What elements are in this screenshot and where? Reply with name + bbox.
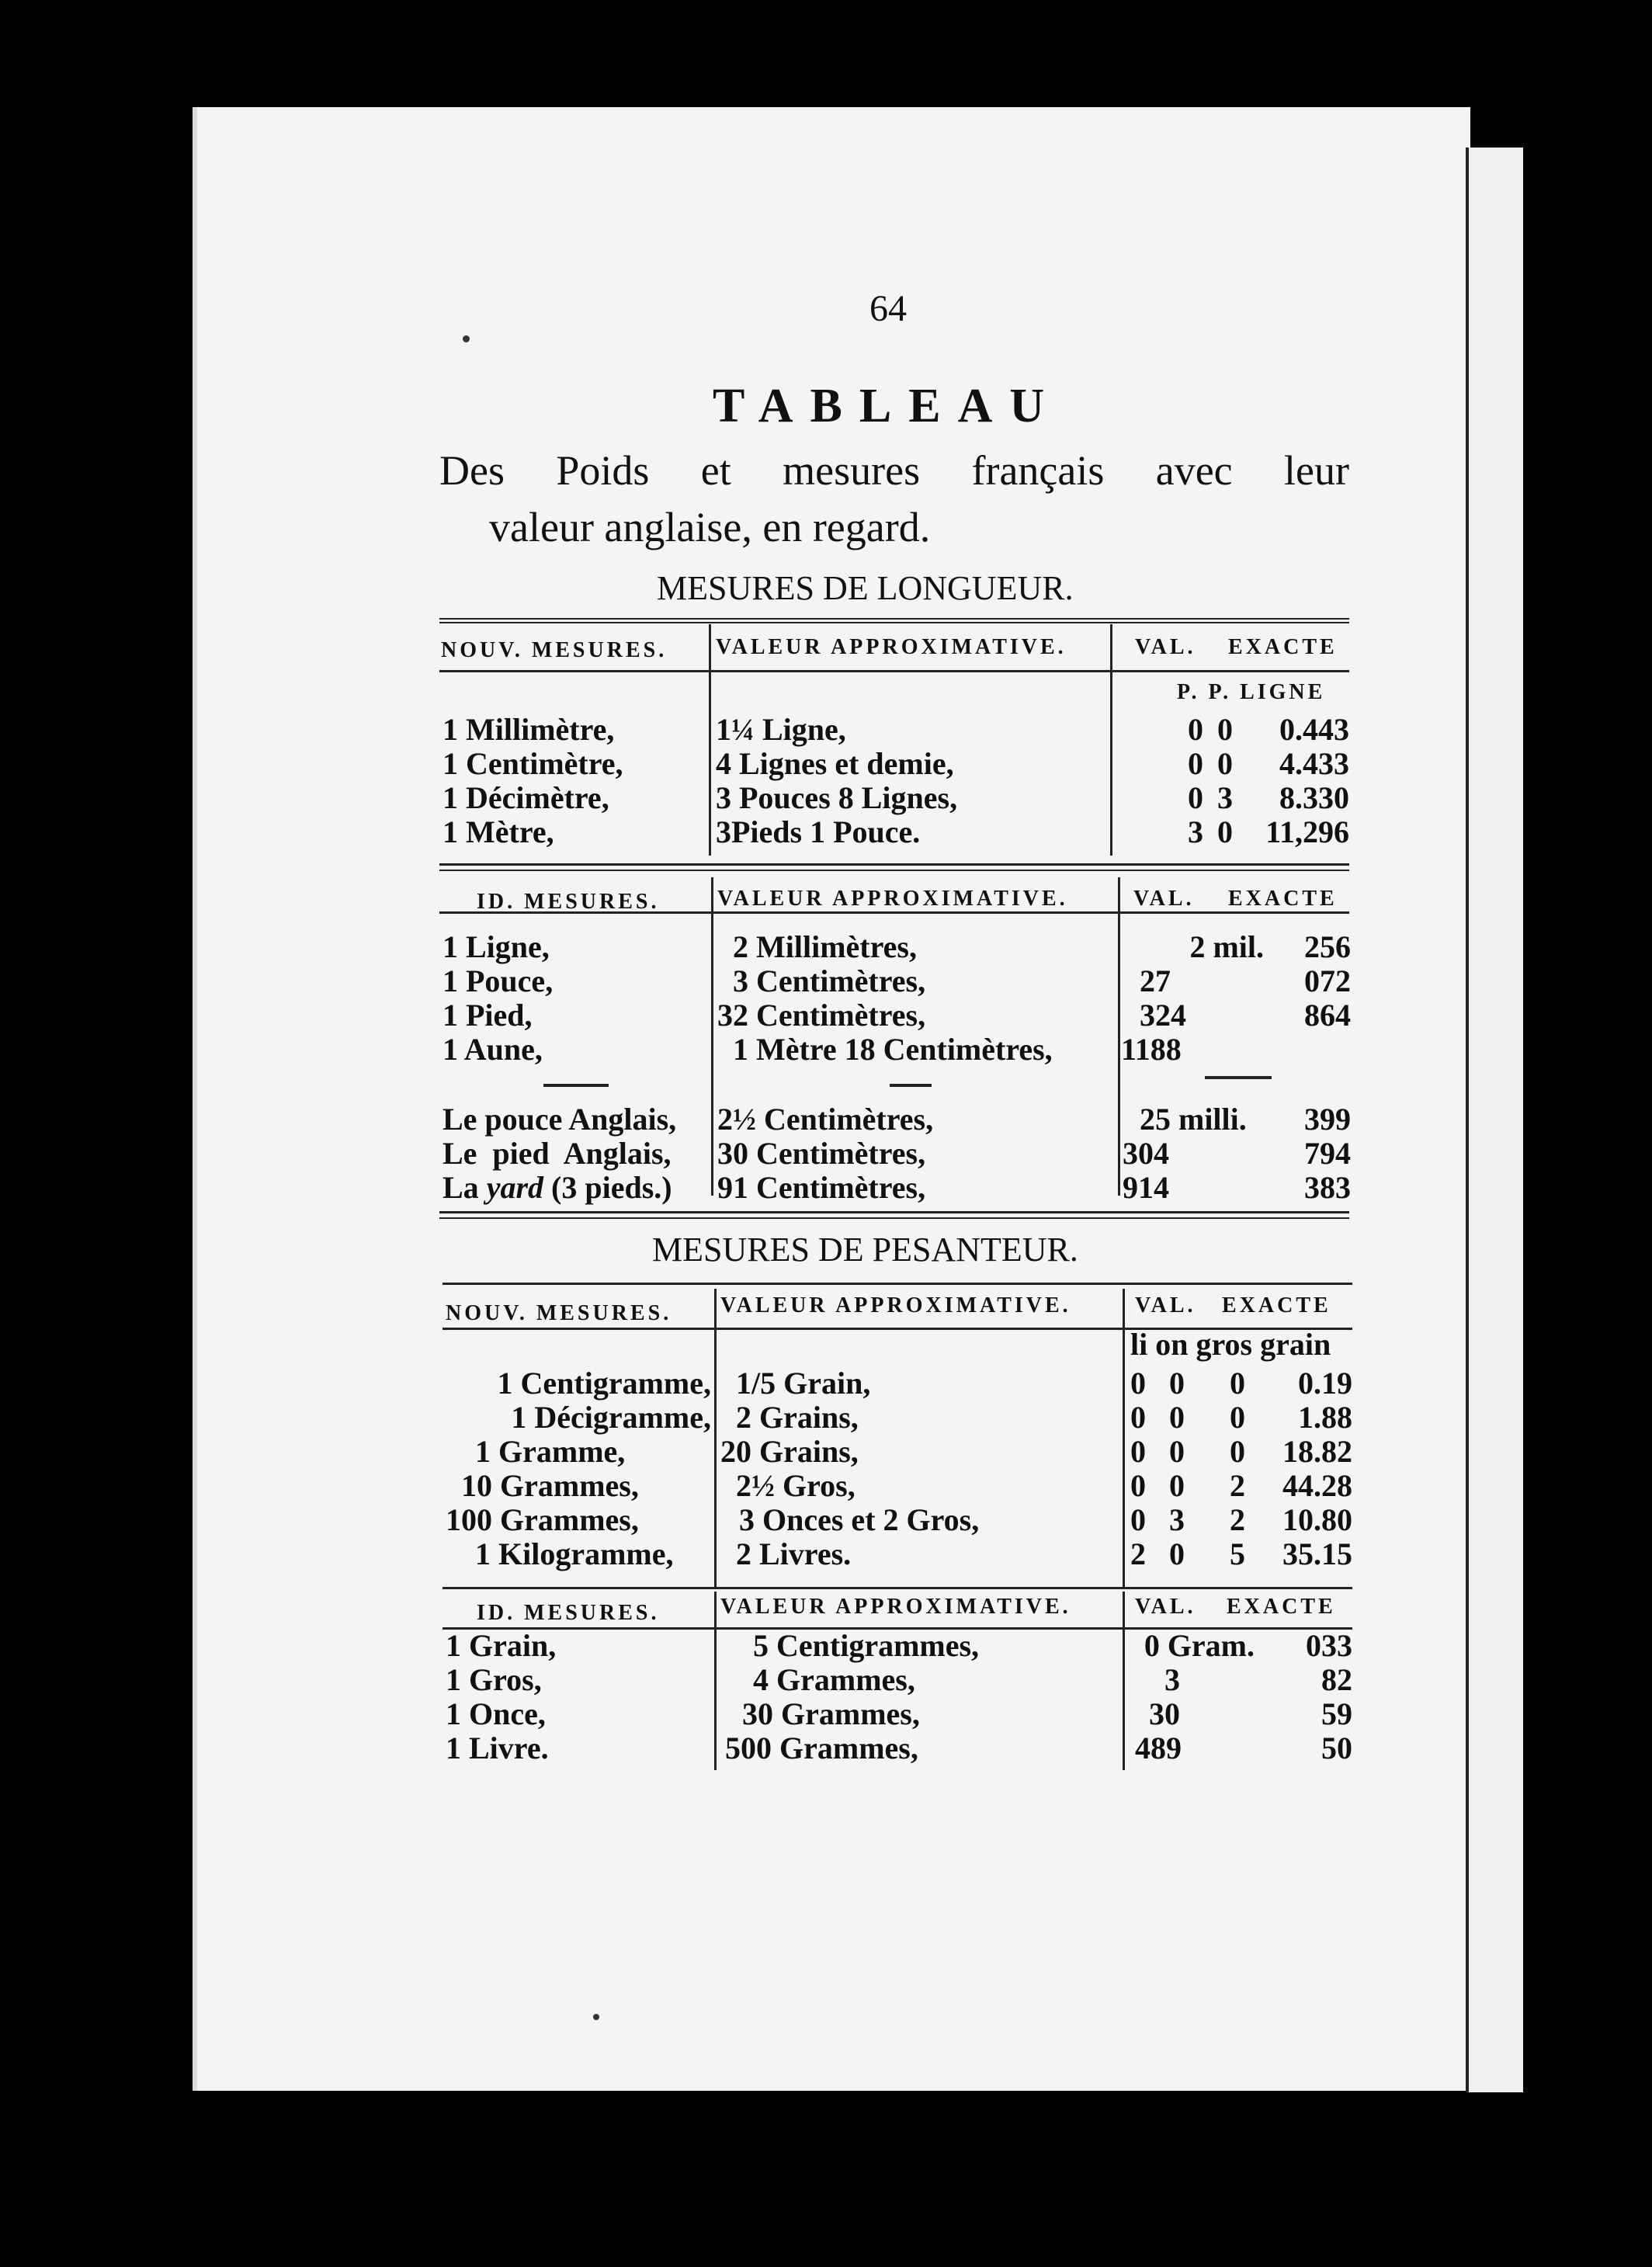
table-cell: 1 Pied, [442, 998, 533, 1033]
column-header: VALEUR APPROXIMATIVE. [717, 887, 1068, 911]
column-header: EXACTE [1227, 1595, 1336, 1619]
subtitle-word: Poids [556, 447, 650, 494]
table-cell: 35.15 [1282, 1536, 1352, 1571]
page-title: TABLEAU [713, 380, 1062, 432]
table-cell: 0 [1169, 1366, 1185, 1401]
table-cell: 304 [1123, 1136, 1169, 1171]
column-divider [709, 624, 711, 856]
table-cell: 5 [1230, 1536, 1245, 1571]
column-header: NOUV. MESURES. [446, 1301, 672, 1325]
table-cell: 5 Centigrammes, [753, 1628, 980, 1663]
table-cell: 2 Millimètres, [733, 929, 917, 964]
table-cell: 0 [1188, 780, 1203, 815]
table-cell: 1 Livre. [446, 1731, 549, 1765]
table-cell: 1 Centimètre, [442, 746, 623, 781]
table-cell: 50 [1321, 1731, 1352, 1765]
table-cell: 2 mil. [1189, 929, 1264, 964]
table-cell: 8.330 [1279, 780, 1349, 815]
table-cell: 1 Mètre, [442, 814, 554, 849]
table-cell: 794 [1304, 1136, 1351, 1171]
table-cell: 0.443 [1279, 712, 1349, 747]
subtitle-word: mesures [783, 447, 921, 494]
table-cell: 20 Grains, [720, 1434, 859, 1469]
table-cell: 10 Grammes, [461, 1468, 639, 1503]
table-cell: 0 [1169, 1400, 1185, 1435]
section-title-pesanteur: MESURES DE PESANTEUR. [652, 1231, 1078, 1269]
table-cell: Le pied Anglais, [442, 1136, 672, 1171]
table-cell: 2 Livres. [736, 1536, 852, 1571]
table-cell: 2½ Gros, [736, 1468, 856, 1503]
column-header: VALEUR APPROXIMATIVE. [720, 1595, 1071, 1619]
table-cell: 500 Grammes, [725, 1731, 918, 1765]
table-cell: 1 Décigramme, [511, 1400, 711, 1435]
next-page-edge [1466, 148, 1523, 2092]
short-divider [1205, 1076, 1272, 1079]
table-cell: 3 [1164, 1662, 1180, 1697]
column-header: ID. MESURES. [477, 890, 660, 914]
table-cell: 91 Centimètres, [717, 1170, 926, 1205]
table-cell: 0 [1188, 746, 1203, 781]
cell-text: (3 pieds.) [543, 1170, 672, 1205]
table-cell: 0 [1230, 1400, 1245, 1435]
table-cell: 324 [1140, 998, 1186, 1033]
column-header: VAL. [1135, 635, 1196, 659]
short-divider [890, 1084, 932, 1087]
table-cell: 18.82 [1282, 1434, 1352, 1469]
table-cell: 44.28 [1282, 1468, 1352, 1503]
subtitle-word: français [971, 447, 1105, 494]
table-cell: 1 Aune, [442, 1032, 543, 1067]
column-divider [1123, 1592, 1125, 1770]
table-cell: 0 [1188, 712, 1203, 747]
column-header: VAL. [1135, 1293, 1196, 1317]
table-rule [439, 1211, 1349, 1213]
table-cell: 82 [1321, 1662, 1352, 1697]
table-cell: 1/5 Grain, [736, 1366, 871, 1401]
table-cell: 1 Mètre 18 Centimètres, [733, 1032, 1053, 1067]
column-header: EXACTE [1228, 887, 1338, 911]
table-cell: 3Pieds 1 Pouce. [716, 814, 921, 849]
table-cell: 10.80 [1282, 1502, 1352, 1537]
table-cell: 2½ Centimètres, [717, 1102, 934, 1137]
table-cell: 0 [1130, 1400, 1146, 1435]
table-cell: 1 Pouce, [442, 963, 554, 998]
table-cell: 0 [1130, 1366, 1146, 1401]
table-cell: 1 Once, [446, 1696, 546, 1731]
table-cell: 30 Centimètres, [717, 1136, 926, 1171]
table-rule [442, 1587, 1352, 1589]
table-cell: 0 [1230, 1366, 1245, 1401]
subtitle-word: et [700, 447, 731, 494]
table-cell: 256 [1304, 929, 1351, 964]
table-cell: 25 milli. [1140, 1102, 1247, 1137]
column-subheader: P. P. LIGNE [1177, 680, 1326, 704]
table-cell: 864 [1304, 998, 1351, 1033]
table-rule [439, 618, 1349, 620]
table-cell: 2 [1230, 1502, 1245, 1537]
table-cell: 4 Lignes et demie, [716, 746, 954, 781]
table-rule [439, 870, 1349, 871]
table-cell: 914 [1123, 1170, 1169, 1205]
table-cell: 0 [1169, 1536, 1185, 1571]
table-cell: 0.19 [1298, 1366, 1352, 1401]
column-header: NOUV. MESURES. [441, 638, 668, 662]
page-number: 64 [869, 288, 907, 329]
column-divider [1118, 877, 1120, 1196]
table-rule [442, 1283, 1352, 1285]
table-cell: 100 Grammes, [446, 1502, 639, 1537]
short-divider [543, 1084, 609, 1087]
section-title-longueur: MESURES DE LONGUEUR. [657, 569, 1074, 607]
table-cell: 30 [1149, 1696, 1180, 1731]
table-cell: 1 Décimètre, [442, 780, 609, 815]
column-divider [714, 1289, 717, 1587]
column-subheader: li on gros grain [1130, 1327, 1331, 1362]
table-cell: Le pouce Anglais, [442, 1102, 677, 1137]
table-cell: 27 [1140, 963, 1171, 998]
table-rule [439, 670, 1349, 672]
table-cell: 3 [1188, 814, 1203, 849]
column-header: EXACTE [1228, 635, 1338, 659]
column-header: VALEUR APPROXIMATIVE. [720, 1293, 1071, 1317]
table-cell: 0 Gram. [1144, 1628, 1255, 1663]
table-cell: 11,296 [1265, 814, 1349, 849]
cell-text: La [442, 1170, 487, 1205]
subtitle-word: Des [439, 447, 505, 494]
table-cell: 489 [1135, 1731, 1182, 1765]
column-divider [711, 877, 713, 1196]
table-cell: 1 Kilogramme, [475, 1536, 674, 1571]
ink-dot [463, 335, 470, 342]
table-cell: 383 [1304, 1170, 1351, 1205]
table-rule [439, 863, 1349, 866]
subtitle-line-2: valeur anglaise, en regard. [489, 504, 931, 550]
table-cell: 0 [1230, 1434, 1245, 1469]
table-cell: 399 [1304, 1102, 1351, 1137]
table-cell: 1 Ligne, [442, 929, 550, 964]
column-divider [1123, 1289, 1125, 1587]
table-cell: 3 Centimètres, [733, 963, 926, 998]
table-cell: 1 Millimètre, [442, 712, 615, 747]
table-cell: 0 [1217, 814, 1233, 849]
table-cell: 1.88 [1298, 1400, 1352, 1435]
table-cell: 2 [1130, 1536, 1146, 1571]
table-cell: 3 Onces et 2 Gros, [739, 1502, 980, 1537]
column-header: EXACTE [1222, 1293, 1331, 1317]
table-cell: 4.433 [1279, 746, 1349, 781]
table-rule [439, 1217, 1349, 1219]
table-cell: 2 Grains, [736, 1400, 859, 1435]
table-cell: 4 Grammes, [753, 1662, 915, 1697]
table-cell: 033 [1306, 1628, 1352, 1663]
table-rule [439, 622, 1349, 623]
table-cell: 1 Gramme, [475, 1434, 626, 1469]
table-cell: 32 Centimètres, [717, 998, 926, 1033]
table-cell: 0 [1130, 1502, 1146, 1537]
ink-dot [593, 2014, 599, 2020]
subtitle-word: leur [1284, 447, 1349, 494]
table-cell: 0 [1169, 1468, 1185, 1503]
subtitle-line-1 [439, 446, 1349, 495]
table-cell [442, 1171, 672, 1205]
table-cell: 1 Grain, [446, 1628, 557, 1663]
table-cell: 3 Pouces 8 Lignes, [716, 780, 958, 815]
table-cell: 3 [1169, 1502, 1185, 1537]
cell-text-italic: yard [486, 1170, 544, 1205]
table-cell: 072 [1304, 963, 1351, 998]
column-header: VAL. [1135, 1595, 1196, 1619]
table-cell: 0 [1169, 1434, 1185, 1469]
table-cell: 59 [1321, 1696, 1352, 1731]
column-header: VALEUR APPROXIMATIVE. [716, 635, 1067, 659]
table-cell: 0 [1217, 712, 1233, 747]
column-divider [1110, 624, 1112, 856]
column-divider [714, 1592, 717, 1770]
table-cell: 0 [1130, 1434, 1146, 1469]
table-cell: 1 Gros, [446, 1662, 542, 1697]
table-cell: 1 Centigramme, [497, 1366, 711, 1401]
table-cell: 1¼ Ligne, [716, 712, 846, 747]
column-header: VAL. [1133, 887, 1195, 911]
table-cell: 2 [1230, 1468, 1245, 1503]
subtitle-word: avec [1155, 447, 1233, 494]
table-cell: 1188 [1121, 1032, 1182, 1067]
column-header: ID. MESURES. [477, 1601, 660, 1625]
table-cell: 3 [1217, 780, 1233, 815]
table-cell: 0 [1130, 1468, 1146, 1503]
table-cell: 0 [1217, 746, 1233, 781]
table-cell: 30 Grammes, [742, 1696, 920, 1731]
